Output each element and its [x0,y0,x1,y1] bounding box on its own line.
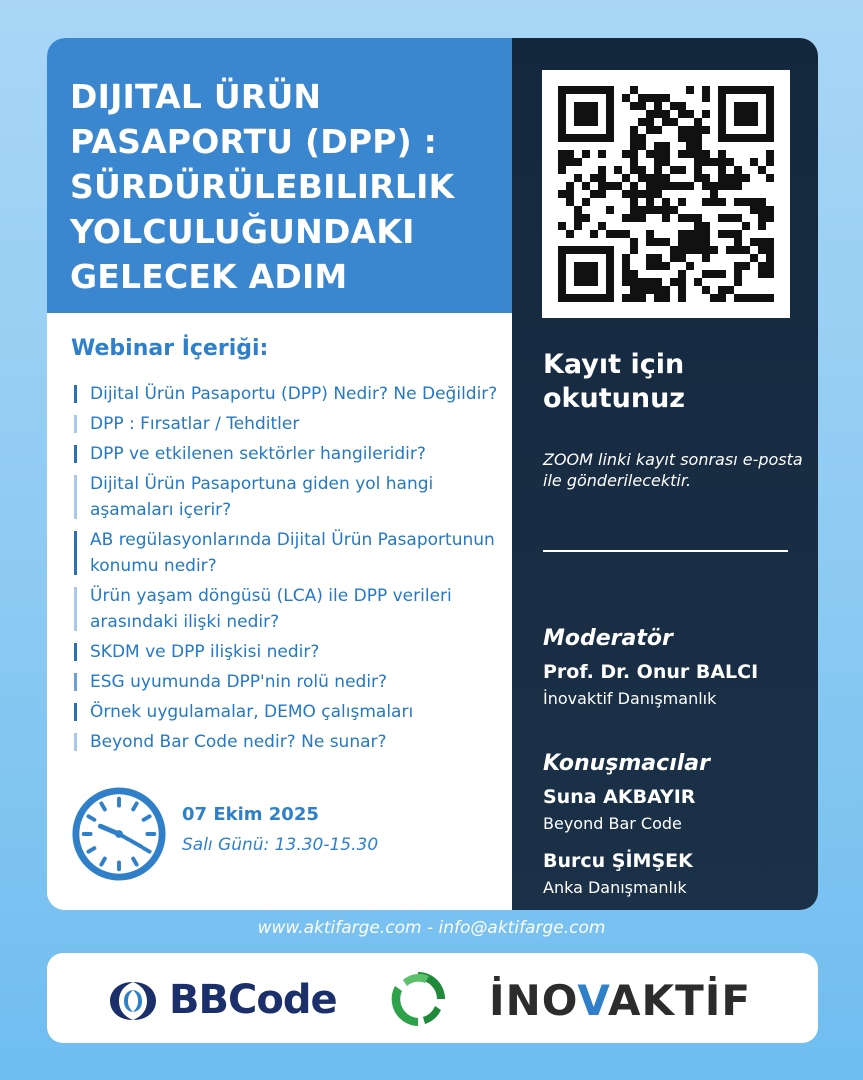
zoom-note: ZOOM linki kayıt sonrası e-posta ile gönderilecektir. [543,450,803,490]
topic-item [74,411,514,437]
inovaktif-logo-text [489,977,751,1025]
right-panel [512,38,818,910]
topic-text: ESG uyumunda DPP'nin rolü nedir? [90,672,388,692]
speaker-org: Anka Danışmanlık [543,878,687,897]
webinar-content-heading: Webinar İçeriği: [71,336,269,361]
logo-part: AKTİF [608,976,752,1025]
topic-item [74,381,514,407]
event-date: 07 Ekim 2025 [182,804,319,825]
scan-line: okutunuz [543,383,686,414]
topic-bar [74,643,77,661]
title-line: SÜRDÜRÜLEBILIRLIK [70,167,455,206]
speaker-name: Suna AKBAYIR [543,786,696,808]
topic-list [74,381,514,759]
title-line: PASAPORTU (DPP) : [70,122,437,161]
title-line: DIJITAL ÜRÜN [70,77,322,116]
topic-text: AB regülasyonlarında Dijital Ürün Pasaportunun konumu nedir? [90,530,495,576]
moderator-org: İnovaktif Danışmanlık [543,689,717,708]
topic-bar [74,587,77,631]
logo-part: V [577,976,609,1025]
scan-instruction [543,348,685,416]
topic-item [74,583,514,635]
topic-item [74,471,514,523]
divider [543,550,788,552]
topic-text: Dijital Ürün Pasaportu (DPP) Nedir? Ne Değildir? [90,384,498,404]
topic-bar [74,475,77,519]
topic-text: Örnek uygulamalar, DEMO çalışmaları [90,702,414,722]
topic-item [74,639,514,665]
topic-bar [74,733,77,751]
qr-code-icon [558,86,774,302]
speaker-name: Burcu ŞİMŞEK [543,850,693,872]
moderator-label: Moderatör [543,626,673,651]
moderator-name: Prof. Dr. Onur BALCI [543,661,759,683]
speaker-org: Beyond Bar Code [543,814,682,833]
left-panel [47,38,512,910]
topic-bar [74,703,77,721]
qr-finder-center [734,102,758,126]
event-time: Salı Günü: 13.30-15.30 [182,835,379,855]
topic-bar [74,385,77,403]
qr-code[interactable] [542,70,790,318]
scan-line: Kayıt için [543,349,685,380]
title-line: GELECEK ADIM [70,257,348,296]
topic-item [74,669,514,695]
topic-item [74,699,514,725]
topic-text: DPP ve etkilenen sektörler hangileridir? [90,444,426,464]
contact-line[interactable]: www.aktifarge.com - info@aktifarge.com [257,918,606,938]
topic-item [74,729,514,755]
bbcode-logo-text: BBCode [169,977,337,1023]
poster-card [47,38,818,910]
logo-part: İNO [489,976,578,1025]
topic-item [74,527,514,579]
speakers-label: Konuşmacılar [543,751,710,776]
topic-item [74,441,514,467]
topic-text: Beyond Bar Code nedir? Ne sunar? [90,732,387,752]
topic-text: SKDM ve DPP ilişkisi nedir? [90,642,320,662]
topic-text: Ürün yaşam döngüsü (LCA) ile DPP verileri arasındaki ilişki nedir? [90,586,452,632]
title-line: YOLCULUĞUNDAKI [70,212,415,251]
qr-finder-center [574,262,598,286]
topic-text: Dijital Ürün Pasaportuna giden yol hangi aşamaları içerir? [90,474,434,520]
topic-bar [74,673,77,691]
topic-bar [74,531,77,575]
anka-logo-icon [385,966,451,1032]
poster-title [70,74,500,299]
topic-bar [74,415,77,433]
topic-bar [74,445,77,463]
qr-finder-center [574,102,598,126]
clock-icon [70,785,168,883]
topic-text: DPP : Fırsatlar / Tehditler [90,414,300,434]
logo-bar [47,953,818,1043]
title-band [47,38,512,313]
bbcode-logo-icon [107,978,159,1024]
